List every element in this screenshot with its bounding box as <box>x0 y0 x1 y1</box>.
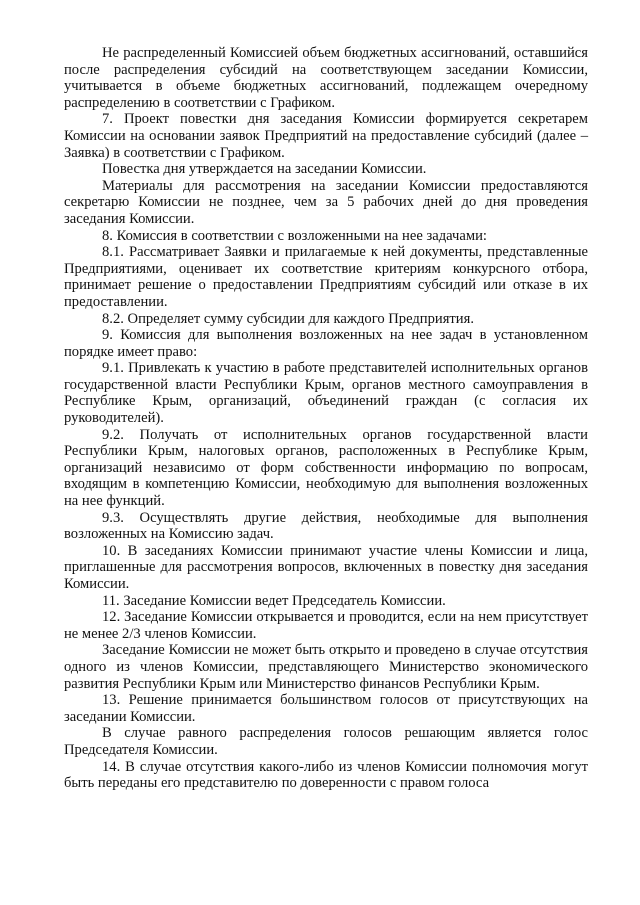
paragraph-unallocated-budget: Не распределенный Комиссией объем бюджетных ассигнований, оставшийся после распределения субсидий на соответствующем заседании Комиссии, учитывается в объеме бюджетных ассигнований, подлежащем очередному распределению в соответствии с Графиком. <box>64 45 588 111</box>
paragraph-9: 9. Комиссия для выполнения возложенных на нее задач в установленном порядке имеет право: <box>64 327 588 360</box>
paragraph-8-2: 8.2. Определяет сумму субсидии для каждого Предприятия. <box>102 310 474 327</box>
paragraph-11: 11. Заседание Комиссии ведет Председатель Комиссии. <box>102 592 446 609</box>
paragraph-quorum-condition: Заседание Комиссии не может быть открыто и проведено в случае отсутствия одного из членов Комиссии, представляющего Министерство экономического развития Республики Крым или Министерство финансов Республики Крым. <box>64 642 588 692</box>
paragraph-13: 13. Решение принимается большинством голосов от присутствующих на заседании Комиссии. <box>64 692 588 725</box>
paragraph-tie-vote: В случае равного распределения голосов решающим является голос Председателя Комиссии. <box>64 725 588 758</box>
paragraph-agenda-approval: Повестка дня утверждается на заседании Комиссии. <box>102 161 427 178</box>
paragraph-14: 14. В случае отсутствия какого-либо из членов Комиссии полномочия могут быть переданы его представителю по доверенности с правом голоса <box>64 758 588 792</box>
paragraph-materials-deadline: Материалы для рассмотрения на заседании Комиссии предоставляются секретарю Комиссии не позднее, чем за 5 рабочих дней до дня проведения заседания Комиссии. <box>64 177 588 227</box>
paragraph-8: 8. Комиссия в соответствии с возложенными на нее задачами: <box>102 227 487 244</box>
document-body <box>64 45 588 792</box>
paragraph-10: 10. В заседаниях Комиссии принимают участие члены Комиссии и лица, приглашенные для рассмотрения вопросов, включенных в повестку дня заседания Комиссии. <box>64 542 588 592</box>
paragraph-9-3: 9.3. Осуществлять другие действия, необходимые для выполнения возложенных на Комиссию задач. <box>64 509 588 543</box>
paragraph-8-1: 8.1. Рассматривает Заявки и прилагаемые к ней документы, представленные Предприятиями, оценивает их соответствие критериям конкурсного отбора, принимает решение о предоставлении Предприятиям субсидий или отказе в их предоставлении. <box>64 244 588 310</box>
paragraph-9-1: 9.1. Привлекать к участию в работе представителей исполнительных органов государственной власти Республики Крым, органов местного самоуправления в Республике Крым, организаций, объединений граждан (с согласия их руководителей). <box>64 360 588 427</box>
paragraph-12: 12. Заседание Комиссии открывается и проводится, если на нем присутствует не менее 2/3 членов Комиссии. <box>64 609 588 642</box>
paragraph-9-2: 9.2. Получать от исполнительных органов государственной власти Республики Крым, налоговых органов, расположенных в Республике Крым, организаций независимо от форм собственности информацию по вопросам, входящим в компетенцию Комиссии, необходимую для выполнения возложенных на нее функций. <box>64 426 588 510</box>
paragraph-7: 7. Проект повестки дня заседания Комиссии формируется секретарем Комиссии на основании заявок Предприятий на предоставление субсидий (далее – Заявка) в соответствии с Графиком. <box>64 111 588 161</box>
